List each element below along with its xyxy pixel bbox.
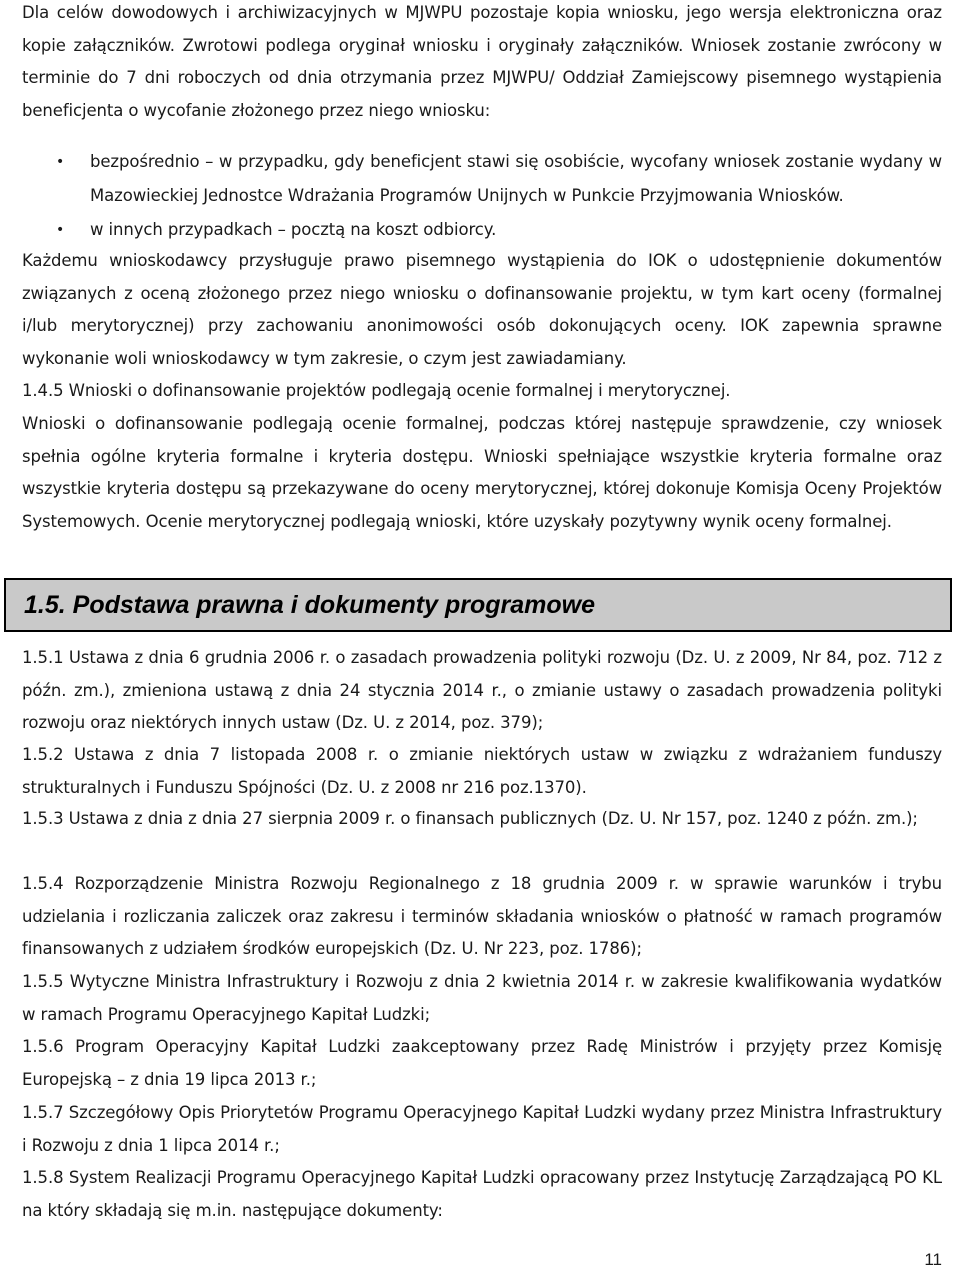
bullet-icon: • — [56, 222, 65, 238]
bullet-icon: • — [56, 154, 65, 170]
legal-item-1-5-2: 1.5.2 Ustawa z dnia 7 listopada 2008 r. o zmianie niektórych ustaw w związku z wdrażaniem funduszy strukturalnych i Funduszu Spójności (Dz. U. z 2008 nr 216 poz.1370). — [22, 745, 942, 797]
iok-paragraph: Każdemu wnioskodawcy przysługuje prawo pisemnego wystąpienia do IOK o udostępnienie dokumentów związanych z oceną złożonego przez niego wniosku o dofinansowanie projektu, w tym kart oceny (formalnej i/lub merytorycznej) przy zachowaniu anonimowości osób dokonujących oceny. IOK zapewnia sprawne wykonanie woli wnioskodawcy w tym zakresie, o czym jest zawiadamiany. — [22, 251, 942, 368]
section-heading-box — [4, 578, 952, 632]
list-item — [22, 213, 942, 247]
legal-item-1-5-8: 1.5.8 System Realizacji Programu Operacyjnego Kapitał Ludzki opracowany przez Instytucję Zarządzającą PO KL na który składają się m.in. następujące dokumenty: — [22, 1168, 942, 1220]
legal-item-1-5-7: 1.5.7 Szczegółowy Opis Priorytetów Programu Operacyjnego Kapitał Ludzki wydany przez Ministra Infrastruktury i Rozwoju z dnia 1 lipca 2014 r.; — [22, 1103, 942, 1155]
section-heading: 1.5. Podstawa prawna i dokumenty programowe — [24, 591, 595, 619]
list-item-text: bezpośrednio – w przypadku, gdy beneficjent stawi się osobiście, wycofany wniosek zostanie wydany w Mazowieckiej Jednostce Wdrażania Programów Unijnych w Punkcie Przyjmowania Wniosków. — [90, 152, 942, 205]
legal-item-1-5-1: 1.5.1 Ustawa z dnia 6 grudnia 2006 r. o zasadach prowadzenia polityki rozwoju (Dz. U. z 2009, Nr 84, poz. 712 z późn. zm.), zmieniona ustawą z dnia 24 stycznia 2014 r., o zmianie ustawy o zasadach prowadzenia polityki rozwoju oraz niektórych innych ustaw (Dz. U. z 2014, poz. 379); — [22, 648, 942, 732]
evaluation-paragraph: Wnioski o dofinansowanie podlegają ocenie formalnej, podczas której następuje sprawdzenie, czy wniosek spełnia ogólne kryteria formalne i kryteria dostępu. Wnioski spełniające wszystkie kryteria formalne oraz wszystkie kryteria dostępu są przekazywane do oceny merytorycznej, której dokonuje Komisja Oceny Projektów Systemowych. Ocenie merytorycznej podlegają wnioski, które uzyskały pozytywny wynik oceny formalnej. — [22, 414, 942, 531]
section-1-4-5: 1.4.5 Wnioski o dofinansowanie projektów podlegają ocenie formalnej i merytorycznej. — [22, 381, 731, 400]
legal-item-1-5-3: 1.5.3 Ustawa z dnia z dnia 27 sierpnia 2009 r. o finansach publicznych (Dz. U. Nr 157, poz. 1240 z późn. zm.); — [22, 809, 918, 828]
page-number: 11 — [924, 1250, 942, 1269]
legal-item-1-5-4: 1.5.4 Rozporządzenie Ministra Rozwoju Regionalnego z 18 grudnia 2009 r. w sprawie warunków i trybu udzielania i rozliczania zaliczek oraz zakresu i terminów składania wniosków o płatność w ramach programów finansowanych z udziałem środków europejskich (Dz. U. Nr 223, poz. 1786); — [22, 874, 942, 958]
legal-item-1-5-6: 1.5.6 Program Operacyjny Kapitał Ludzki zaakceptowany przez Radę Ministrów i przyjęty przez Komisję Europejską – z dnia 19 lipca 2013 r.; — [22, 1037, 942, 1089]
legal-item-1-5-5: 1.5.5 Wytyczne Ministra Infrastruktury i Rozwoju z dnia 2 kwietnia 2014 r. w zakresie kwalifikowania wydatków w ramach Programu Operacyjnego Kapitał Ludzki; — [22, 972, 942, 1024]
list-item-text: w innych przypadkach – pocztą na koszt odbiorcy. — [90, 220, 497, 239]
intro-paragraph: Dla celów dowodowych i archiwizacyjnych w MJWPU pozostaje kopia wniosku, jego wersja elektroniczna oraz kopie załączników. Zwrotowi podlega oryginał wniosku i oryginały załączników. Wniosek zostanie zwrócony w terminie do 7 dni roboczych od dnia otrzymania przez MJWPU/ Oddział Zamiejscowy pisemnego wystąpienia beneficjenta o wycofanie złożonego przez niego wniosku: — [22, 3, 942, 120]
withdrawal-methods-list — [22, 145, 942, 247]
list-item — [22, 145, 942, 213]
